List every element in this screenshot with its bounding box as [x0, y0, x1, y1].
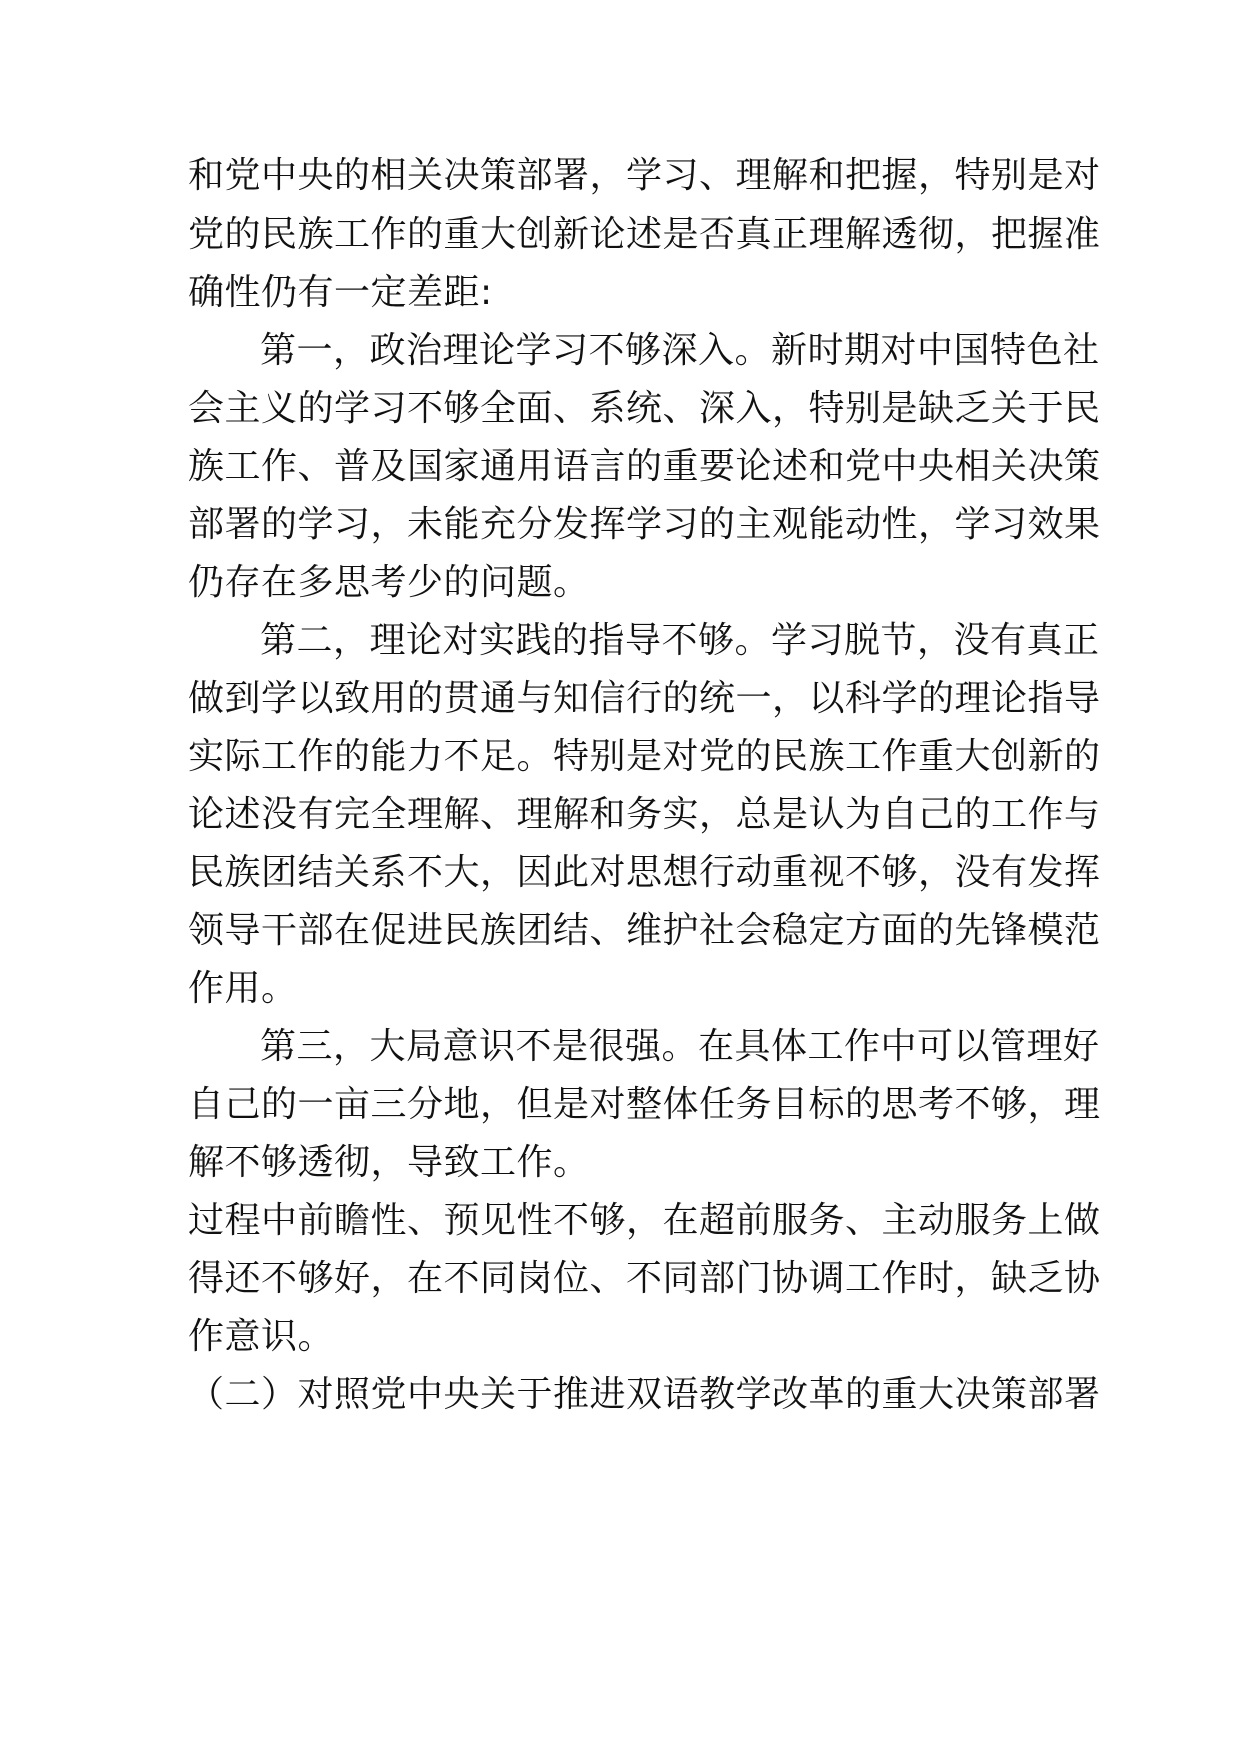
text-line: 得还不够好，在不同岗位、不同部门协调工作时，缺乏协	[188, 1258, 1101, 1299]
text-line: 党的民族工作的重大创新论述是否真正理解透彻，把握准	[188, 214, 1101, 255]
paragraph-first-line: 第二，理论对实践的指导不够。学习脱节，没有真正	[260, 620, 1100, 661]
text-line: 族工作、普及国家通用语言的重要论述和党中央相关决策	[188, 446, 1101, 487]
text-line: 论述没有完全理解、理解和务实，总是认为自己的工作与	[188, 794, 1101, 835]
text-line: 解不够透彻，导致工作。	[188, 1142, 590, 1183]
section-heading: （二）对照党中央关于推进双语教学改革的重大决策部署	[188, 1374, 1101, 1415]
text-line: 会主义的学习不够全面、系统、深入，特别是缺乏关于民	[188, 388, 1101, 429]
text-line: 和党中央的相关决策部署，学习、理解和把握，特别是对	[188, 155, 1101, 196]
text-line: 部署的学习，未能充分发挥学习的主观能动性，学习效果	[188, 504, 1101, 545]
paragraph-first-line: 第三，大局意识不是很强。在具体工作中可以管理好	[260, 1026, 1100, 1067]
text-line: 领导干部在促进民族团结、维护社会稳定方面的先锋模范	[188, 910, 1101, 951]
text-line: 仍存在多思考少的问题。	[188, 562, 590, 603]
text-line: 过程中前瞻性、预见性不够，在超前服务、主动服务上做	[188, 1200, 1101, 1241]
text-line: 自己的一亩三分地，但是对整体任务目标的思考不够，理	[188, 1084, 1101, 1125]
text-line: 作意识。	[188, 1316, 335, 1357]
text-line: 作用。	[188, 968, 298, 1009]
paragraph-first-line: 第一，政治理论学习不够深入。新时期对中国特色社	[260, 330, 1100, 371]
text-line: 做到学以致用的贯通与知信行的统一，以科学的理论指导	[188, 678, 1101, 719]
text-line: 实际工作的能力不足。特别是对党的民族工作重大创新的	[188, 736, 1101, 777]
text-line: 确性仍有一定差距:	[188, 272, 493, 313]
text-line: 民族团结关系不大，因此对思想行动重视不够，没有发挥	[188, 852, 1101, 893]
